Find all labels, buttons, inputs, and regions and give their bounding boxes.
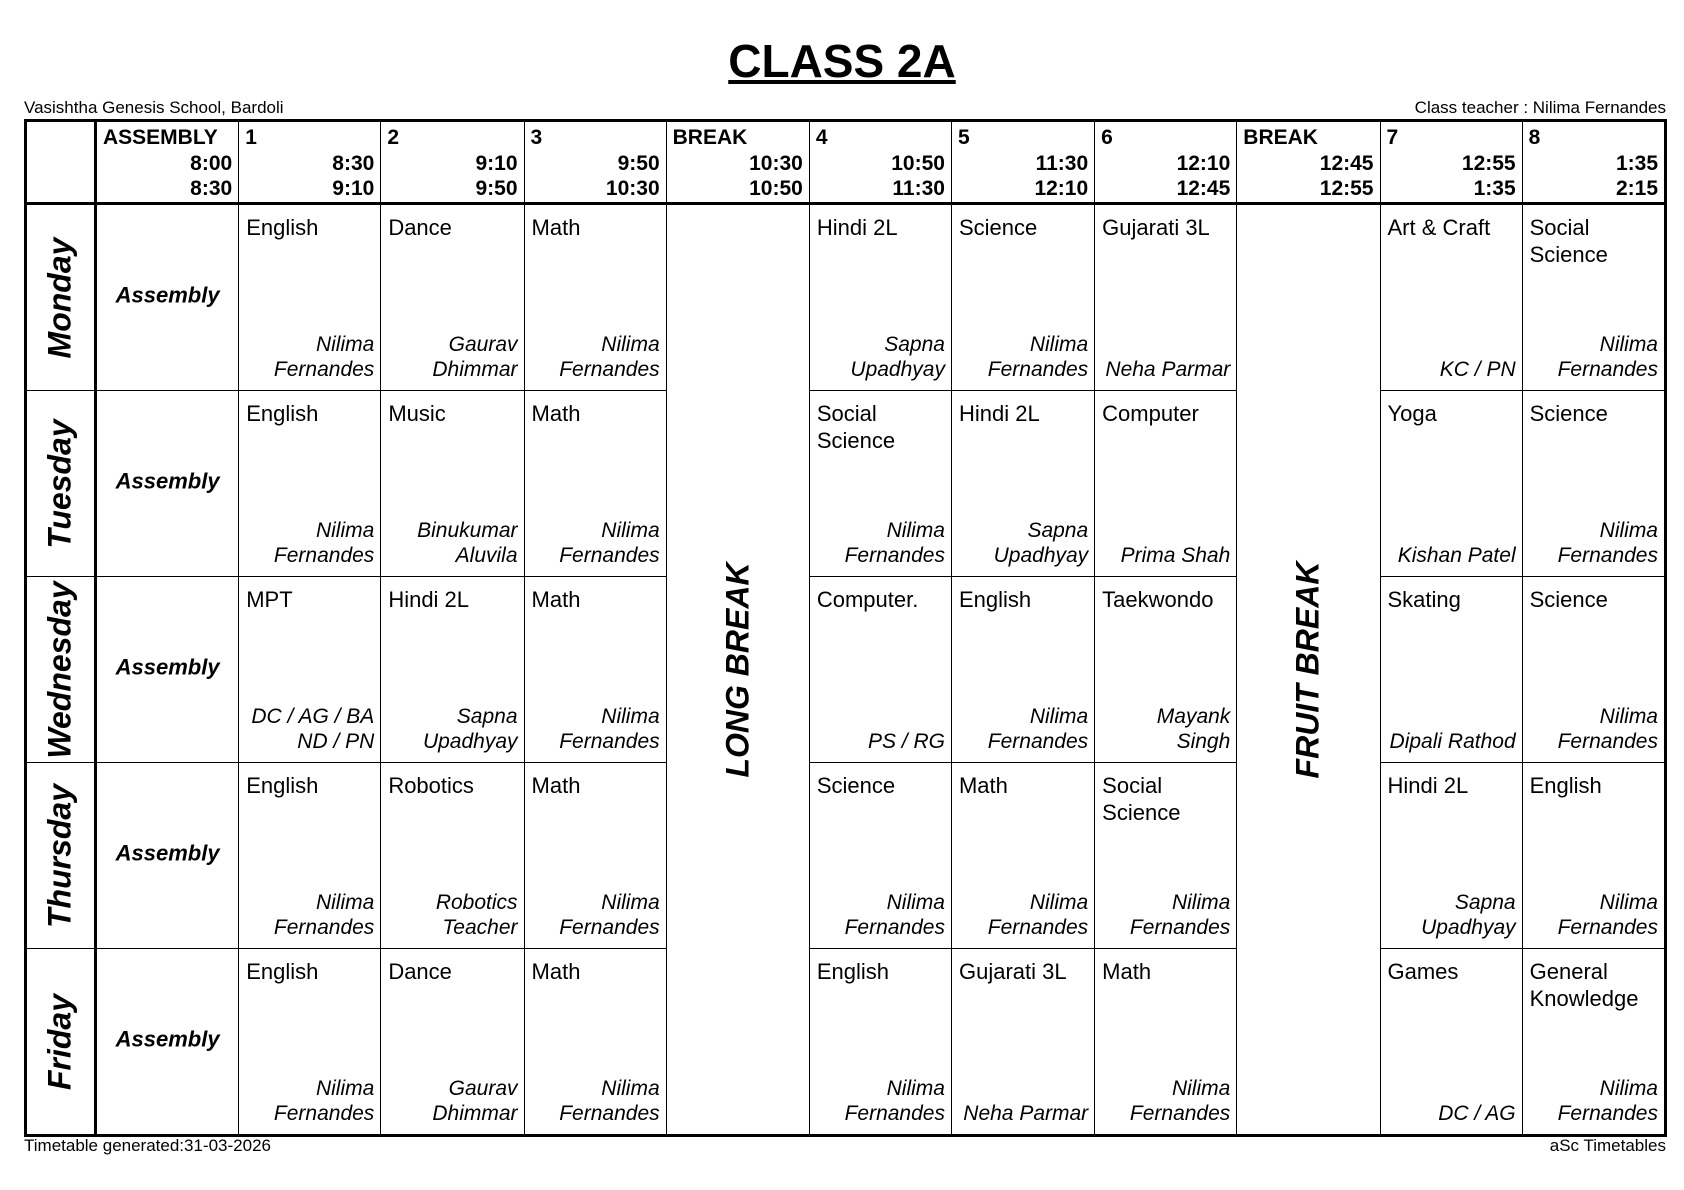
subject-name: Hindi 2L bbox=[958, 401, 1040, 426]
lesson-cell bbox=[381, 204, 524, 391]
lesson-cell-content bbox=[1523, 949, 1664, 1134]
lesson-cell bbox=[951, 204, 1094, 391]
subject-name: English bbox=[958, 587, 1032, 612]
subject-name: Science bbox=[1529, 401, 1608, 426]
lesson-cell bbox=[951, 949, 1094, 1136]
period-end-time: 10:30 bbox=[605, 177, 660, 200]
assembly-label: Assembly bbox=[115, 653, 220, 679]
lesson-cell bbox=[381, 763, 524, 949]
period-start-time: 11:30 bbox=[1035, 152, 1089, 175]
lesson-cell-content bbox=[525, 763, 666, 948]
lesson-cell-content bbox=[810, 205, 951, 390]
subject-name: Computer bbox=[1102, 401, 1199, 426]
subject-name: Math bbox=[531, 773, 581, 798]
period-start-time: 12:10 bbox=[1176, 152, 1231, 175]
period-header-content bbox=[810, 122, 951, 202]
assembly-cell bbox=[95, 763, 238, 949]
day-name: Thursday bbox=[41, 783, 78, 928]
lesson-cell-content bbox=[952, 763, 1094, 948]
class-teacher: Class teacher : Nilima Fernandes bbox=[1414, 98, 1666, 117]
subject-name: Robotics bbox=[388, 773, 474, 798]
day-name-wrap bbox=[27, 391, 94, 576]
subject-name: English bbox=[246, 773, 319, 798]
lesson-cell bbox=[524, 204, 666, 391]
teacher-name: Nilima Fernandes bbox=[559, 705, 660, 753]
lesson-cell bbox=[239, 204, 381, 391]
teacher-name: Nilima Fernandes bbox=[1557, 891, 1658, 939]
day-row bbox=[26, 763, 1666, 949]
lesson-cell bbox=[1522, 577, 1665, 763]
assembly-label: Assembly bbox=[115, 467, 220, 493]
day-name-cell bbox=[26, 204, 96, 391]
lesson-cell-content bbox=[1095, 763, 1236, 948]
assembly-cell bbox=[95, 577, 238, 763]
lesson-cell-content bbox=[1523, 763, 1664, 948]
period-header-content bbox=[1523, 122, 1664, 202]
lesson-cell-content bbox=[381, 205, 523, 390]
period-end-time: 10:50 bbox=[749, 177, 803, 200]
lesson-cell-content bbox=[239, 763, 380, 948]
lesson-cell-content bbox=[810, 763, 951, 948]
lesson-cell bbox=[809, 949, 951, 1136]
lesson-cell-content bbox=[952, 391, 1094, 576]
teacher-name: Nilima Fernandes bbox=[273, 1077, 375, 1125]
lesson-cell bbox=[1380, 763, 1522, 949]
teacher-name: Nilima Fernandes bbox=[559, 333, 660, 381]
day-name-wrap bbox=[27, 205, 94, 390]
fruit-break-label: FRUIT BREAK bbox=[1289, 561, 1326, 778]
lesson-cell bbox=[1380, 391, 1522, 577]
teacher-name: Sapna Upadhyay bbox=[1421, 891, 1516, 939]
subject-name: Games bbox=[1387, 959, 1459, 984]
lesson-cell-content bbox=[381, 391, 523, 576]
subject-name: English bbox=[246, 959, 319, 984]
subject-name: Hindi 2L bbox=[388, 587, 470, 612]
lesson-cell bbox=[809, 577, 951, 763]
subject-name: Math bbox=[531, 959, 581, 984]
teacher-name: Sapna Upadhyay bbox=[422, 705, 518, 753]
lesson-cell bbox=[1095, 391, 1237, 577]
period-label: 1 bbox=[245, 126, 257, 149]
assembly-cell-content bbox=[97, 949, 238, 1134]
lesson-cell bbox=[809, 204, 951, 391]
period-header bbox=[809, 121, 951, 204]
teacher-name: Nilima Fernandes bbox=[987, 705, 1089, 753]
lesson-cell-content bbox=[952, 949, 1094, 1134]
lesson-cell-content bbox=[810, 949, 951, 1134]
lesson-cell-content bbox=[1381, 205, 1522, 390]
teacher-name: Sapna Upadhyay bbox=[993, 519, 1089, 567]
subject-name: Dance bbox=[388, 959, 452, 984]
lesson-cell bbox=[809, 391, 951, 577]
lesson-cell-content bbox=[810, 391, 951, 576]
long-break-cell bbox=[666, 204, 809, 1136]
period-end-time: 12:10 bbox=[1034, 177, 1089, 200]
period-header-content bbox=[667, 122, 809, 202]
lesson-cell-content bbox=[239, 391, 380, 576]
teacher-name: Nilima Fernandes bbox=[559, 1077, 660, 1125]
teacher-name: Nilima Fernandes bbox=[273, 519, 375, 567]
long-break-label: LONG BREAK bbox=[719, 561, 756, 778]
period-header bbox=[1522, 121, 1665, 204]
assembly-cell-content bbox=[97, 763, 238, 948]
page-title: CLASS 2A bbox=[728, 35, 956, 87]
period-header-content bbox=[525, 122, 666, 202]
subject-name: Dance bbox=[388, 215, 452, 240]
day-row bbox=[26, 391, 1666, 577]
subject-name: Social Science bbox=[1102, 773, 1181, 825]
lesson-cell-content bbox=[1523, 391, 1664, 576]
period-label: 3 bbox=[530, 126, 543, 149]
subject-name: English bbox=[1529, 773, 1602, 798]
lesson-cell bbox=[239, 763, 381, 949]
period-end-time: 2:15 bbox=[1615, 177, 1658, 200]
period-start-time: 9:50 bbox=[617, 152, 660, 175]
lesson-cell bbox=[951, 577, 1094, 763]
period-end-time: 9:50 bbox=[475, 177, 518, 200]
period-start-time: 10:50 bbox=[891, 152, 945, 175]
lesson-cell-content bbox=[1381, 949, 1522, 1134]
day-name: Wednesday bbox=[41, 580, 78, 759]
subject-name: Art & Craft bbox=[1387, 215, 1491, 240]
subject-name: Social Science bbox=[816, 401, 896, 453]
period-end-time: 1:35 bbox=[1473, 177, 1516, 200]
lesson-cell bbox=[1095, 204, 1237, 391]
period-label: 7 bbox=[1386, 126, 1399, 149]
lesson-cell-content bbox=[1095, 205, 1236, 390]
assembly-label: Assembly bbox=[115, 839, 220, 865]
lesson-cell-content bbox=[1095, 391, 1236, 576]
lesson-cell-content bbox=[381, 577, 523, 762]
lesson-cell-content bbox=[525, 391, 666, 576]
teacher-name: Nilima Fernandes bbox=[1129, 891, 1231, 939]
teacher-name: Gaurav Dhimmar bbox=[432, 333, 518, 381]
period-end-time: 11:30 bbox=[892, 177, 945, 200]
lesson-cell bbox=[1380, 949, 1522, 1136]
lesson-cell-content bbox=[1095, 949, 1236, 1134]
lesson-cell bbox=[239, 949, 381, 1136]
period-label: 2 bbox=[387, 126, 399, 149]
period-start-time: 9:10 bbox=[475, 152, 518, 175]
school-name: Vasishtha Genesis School, Bardoli bbox=[24, 98, 284, 117]
generated-date: Timetable generated:31-03-2026 bbox=[24, 1136, 271, 1155]
day-name-wrap bbox=[27, 577, 94, 762]
teacher-name: Kishan Patel bbox=[1397, 544, 1516, 567]
teacher-name: Dipali Rathod bbox=[1389, 730, 1516, 753]
lesson-cell-content bbox=[239, 949, 380, 1134]
period-header-content bbox=[1237, 122, 1379, 202]
lesson-cell bbox=[239, 577, 381, 763]
day-row bbox=[26, 577, 1666, 763]
header-row bbox=[26, 121, 1666, 204]
lesson-cell bbox=[1380, 204, 1522, 391]
lesson-cell bbox=[951, 763, 1094, 949]
teacher-name: Mayank Singh bbox=[1156, 705, 1231, 753]
teacher-name: Sapna Upadhyay bbox=[850, 333, 945, 381]
assembly-cell-content bbox=[97, 577, 238, 762]
lesson-cell-content bbox=[1523, 577, 1664, 762]
period-header bbox=[951, 121, 1094, 204]
lesson-cell-content bbox=[1095, 577, 1236, 762]
subject-name: Math bbox=[1102, 959, 1152, 984]
period-start-time: 10:30 bbox=[749, 152, 803, 175]
lesson-cell bbox=[381, 391, 524, 577]
period-header bbox=[524, 121, 666, 204]
teacher-name: PS / RG bbox=[867, 730, 945, 753]
subject-name: Yoga bbox=[1387, 401, 1437, 426]
teacher-name: Nilima Fernandes bbox=[559, 891, 660, 939]
assembly-cell bbox=[95, 391, 238, 577]
lesson-cell-content bbox=[810, 577, 951, 762]
teacher-name: DC / AG / BA ND / PN bbox=[251, 705, 375, 753]
lesson-cell-content bbox=[525, 949, 666, 1134]
lesson-cell bbox=[524, 949, 666, 1136]
period-start-time: 12:55 bbox=[1461, 152, 1516, 175]
timetable bbox=[24, 119, 1667, 1137]
day-name-cell bbox=[26, 763, 96, 949]
lesson-cell-content bbox=[1523, 205, 1664, 390]
period-label: 5 bbox=[957, 126, 970, 149]
subject-name: Math bbox=[531, 401, 581, 426]
teacher-name: Nilima Fernandes bbox=[844, 1077, 945, 1125]
lesson-cell-content bbox=[952, 205, 1094, 390]
assembly-cell bbox=[95, 949, 238, 1136]
software-credit: aSc Timetables bbox=[1549, 1136, 1666, 1155]
assembly-cell bbox=[95, 204, 238, 391]
teacher-name: Nilima Fernandes bbox=[1557, 705, 1658, 753]
lesson-cell bbox=[524, 391, 666, 577]
lesson-cell bbox=[1095, 949, 1237, 1136]
teacher-name: Nilima Fernandes bbox=[987, 891, 1089, 939]
lesson-cell-content bbox=[381, 949, 523, 1134]
lesson-cell-content bbox=[952, 577, 1094, 762]
lesson-cell bbox=[1522, 763, 1665, 949]
period-header bbox=[666, 121, 809, 204]
teacher-name: Nilima Fernandes bbox=[844, 891, 945, 939]
period-end-time: 9:10 bbox=[332, 177, 375, 200]
subject-name: English bbox=[246, 215, 319, 240]
period-header-content bbox=[1381, 122, 1522, 202]
subject-name: Skating bbox=[1387, 587, 1461, 612]
teacher-name: DC / AG bbox=[1438, 1102, 1516, 1125]
period-header bbox=[1237, 121, 1380, 204]
teacher-name: Nilima Fernandes bbox=[1557, 1077, 1658, 1125]
lesson-cell bbox=[1095, 763, 1237, 949]
period-header-content bbox=[97, 122, 238, 202]
period-header bbox=[239, 121, 381, 204]
assembly-cell-content bbox=[97, 205, 238, 390]
period-header-content bbox=[1095, 122, 1236, 202]
teacher-name: Gaurav Dhimmar bbox=[432, 1077, 518, 1125]
day-name-wrap bbox=[27, 763, 94, 948]
teacher-name: Binukumar Aluvila bbox=[417, 519, 518, 567]
period-start-time: 8:00 bbox=[190, 152, 233, 175]
lesson-cell bbox=[524, 577, 666, 763]
teacher-name: Nilima Fernandes bbox=[273, 891, 375, 939]
teacher-name: Nilima Fernandes bbox=[1557, 519, 1658, 567]
lesson-cell bbox=[524, 763, 666, 949]
lesson-cell bbox=[239, 391, 381, 577]
period-header-content bbox=[239, 122, 380, 202]
teacher-name: Neha Parmar bbox=[1105, 358, 1231, 381]
subject-name: Gujarati 3L bbox=[1102, 215, 1210, 240]
period-end-time: 12:45 bbox=[1176, 177, 1231, 200]
period-end-time: 12:55 bbox=[1319, 177, 1374, 200]
lesson-cell bbox=[381, 577, 524, 763]
subject-name: Computer. bbox=[816, 587, 919, 612]
period-label: 8 bbox=[1528, 126, 1541, 149]
period-header-content bbox=[381, 122, 523, 202]
period-label: 6 bbox=[1101, 126, 1113, 149]
subject-name: Hindi 2L bbox=[816, 215, 898, 240]
period-header bbox=[1380, 121, 1522, 204]
subject-name: Math bbox=[531, 215, 581, 240]
assembly-label: Assembly bbox=[115, 1025, 220, 1051]
subject-name: Taekwondo bbox=[1102, 587, 1214, 612]
lesson-cell-content bbox=[1381, 763, 1522, 948]
period-label: BREAK bbox=[672, 126, 748, 149]
period-start-time: 1:35 bbox=[1615, 152, 1658, 175]
lesson-cell-content bbox=[525, 577, 666, 762]
period-label: 4 bbox=[815, 126, 828, 149]
teacher-name: Nilima Fernandes bbox=[844, 519, 945, 567]
subject-name: General Knowledge bbox=[1529, 959, 1639, 1011]
period-header-content bbox=[952, 122, 1094, 202]
period-header bbox=[95, 121, 238, 204]
lesson-cell-content bbox=[381, 763, 523, 948]
subject-name: Gujarati 3L bbox=[958, 959, 1067, 984]
assembly-label: Assembly bbox=[115, 281, 220, 307]
teacher-name: Neha Parmar bbox=[963, 1102, 1089, 1125]
subject-name: Math bbox=[958, 773, 1008, 798]
day-name-cell bbox=[26, 577, 96, 763]
subject-name: Science bbox=[816, 773, 896, 798]
subject-name: MPT bbox=[246, 587, 293, 612]
teacher-name: Nilima Fernandes bbox=[273, 333, 375, 381]
assembly-cell-content bbox=[97, 391, 238, 576]
teacher-name: Prima Shah bbox=[1120, 544, 1231, 567]
teacher-name: KC / PN bbox=[1439, 358, 1516, 381]
subject-name: Music bbox=[388, 401, 446, 426]
teacher-name: Robotics Teacher bbox=[435, 891, 518, 939]
lesson-cell bbox=[1522, 949, 1665, 1136]
subject-name: Math bbox=[531, 587, 581, 612]
day-name: Tuesday bbox=[41, 418, 78, 549]
lesson-cell bbox=[1095, 577, 1237, 763]
subject-name: English bbox=[816, 959, 889, 984]
period-label: ASSEMBLY bbox=[102, 126, 218, 149]
lesson-cell bbox=[381, 949, 524, 1136]
period-header bbox=[381, 121, 524, 204]
day-name: Friday bbox=[41, 993, 78, 1090]
period-end-time: 8:30 bbox=[190, 177, 233, 200]
period-start-time: 12:45 bbox=[1319, 152, 1374, 175]
lesson-cell-content bbox=[525, 205, 666, 390]
teacher-name: Nilima Fernandes bbox=[1129, 1077, 1231, 1125]
period-header bbox=[1095, 121, 1237, 204]
lesson-cell-content bbox=[1381, 577, 1522, 762]
lesson-cell-content bbox=[239, 577, 380, 762]
lesson-cell bbox=[1380, 577, 1522, 763]
subject-name: Social Science bbox=[1529, 215, 1608, 267]
lesson-cell bbox=[809, 763, 951, 949]
day-row bbox=[26, 949, 1666, 1136]
teacher-name: Nilima Fernandes bbox=[1557, 333, 1658, 381]
lesson-cell-content bbox=[1381, 391, 1522, 576]
subject-name: Science bbox=[958, 215, 1038, 240]
day-row bbox=[26, 204, 1666, 391]
lesson-cell bbox=[1522, 204, 1665, 391]
teacher-name: Nilima Fernandes bbox=[987, 333, 1089, 381]
subject-name: Science bbox=[1529, 587, 1608, 612]
subject-name: English bbox=[246, 401, 319, 426]
day-name-cell bbox=[26, 949, 96, 1136]
teacher-name: Nilima Fernandes bbox=[559, 519, 660, 567]
header-corner bbox=[26, 121, 96, 204]
fruit-break-cell bbox=[1237, 204, 1380, 1136]
day-name: Monday bbox=[41, 237, 78, 358]
lesson-cell-content bbox=[239, 205, 380, 390]
lesson-cell bbox=[951, 391, 1094, 577]
period-start-time: 8:30 bbox=[332, 152, 375, 175]
lesson-cell bbox=[1522, 391, 1665, 577]
day-name-wrap bbox=[27, 949, 94, 1134]
day-name-cell bbox=[26, 391, 96, 577]
period-label: BREAK bbox=[1243, 126, 1318, 149]
subject-name: Hindi 2L bbox=[1387, 773, 1469, 798]
